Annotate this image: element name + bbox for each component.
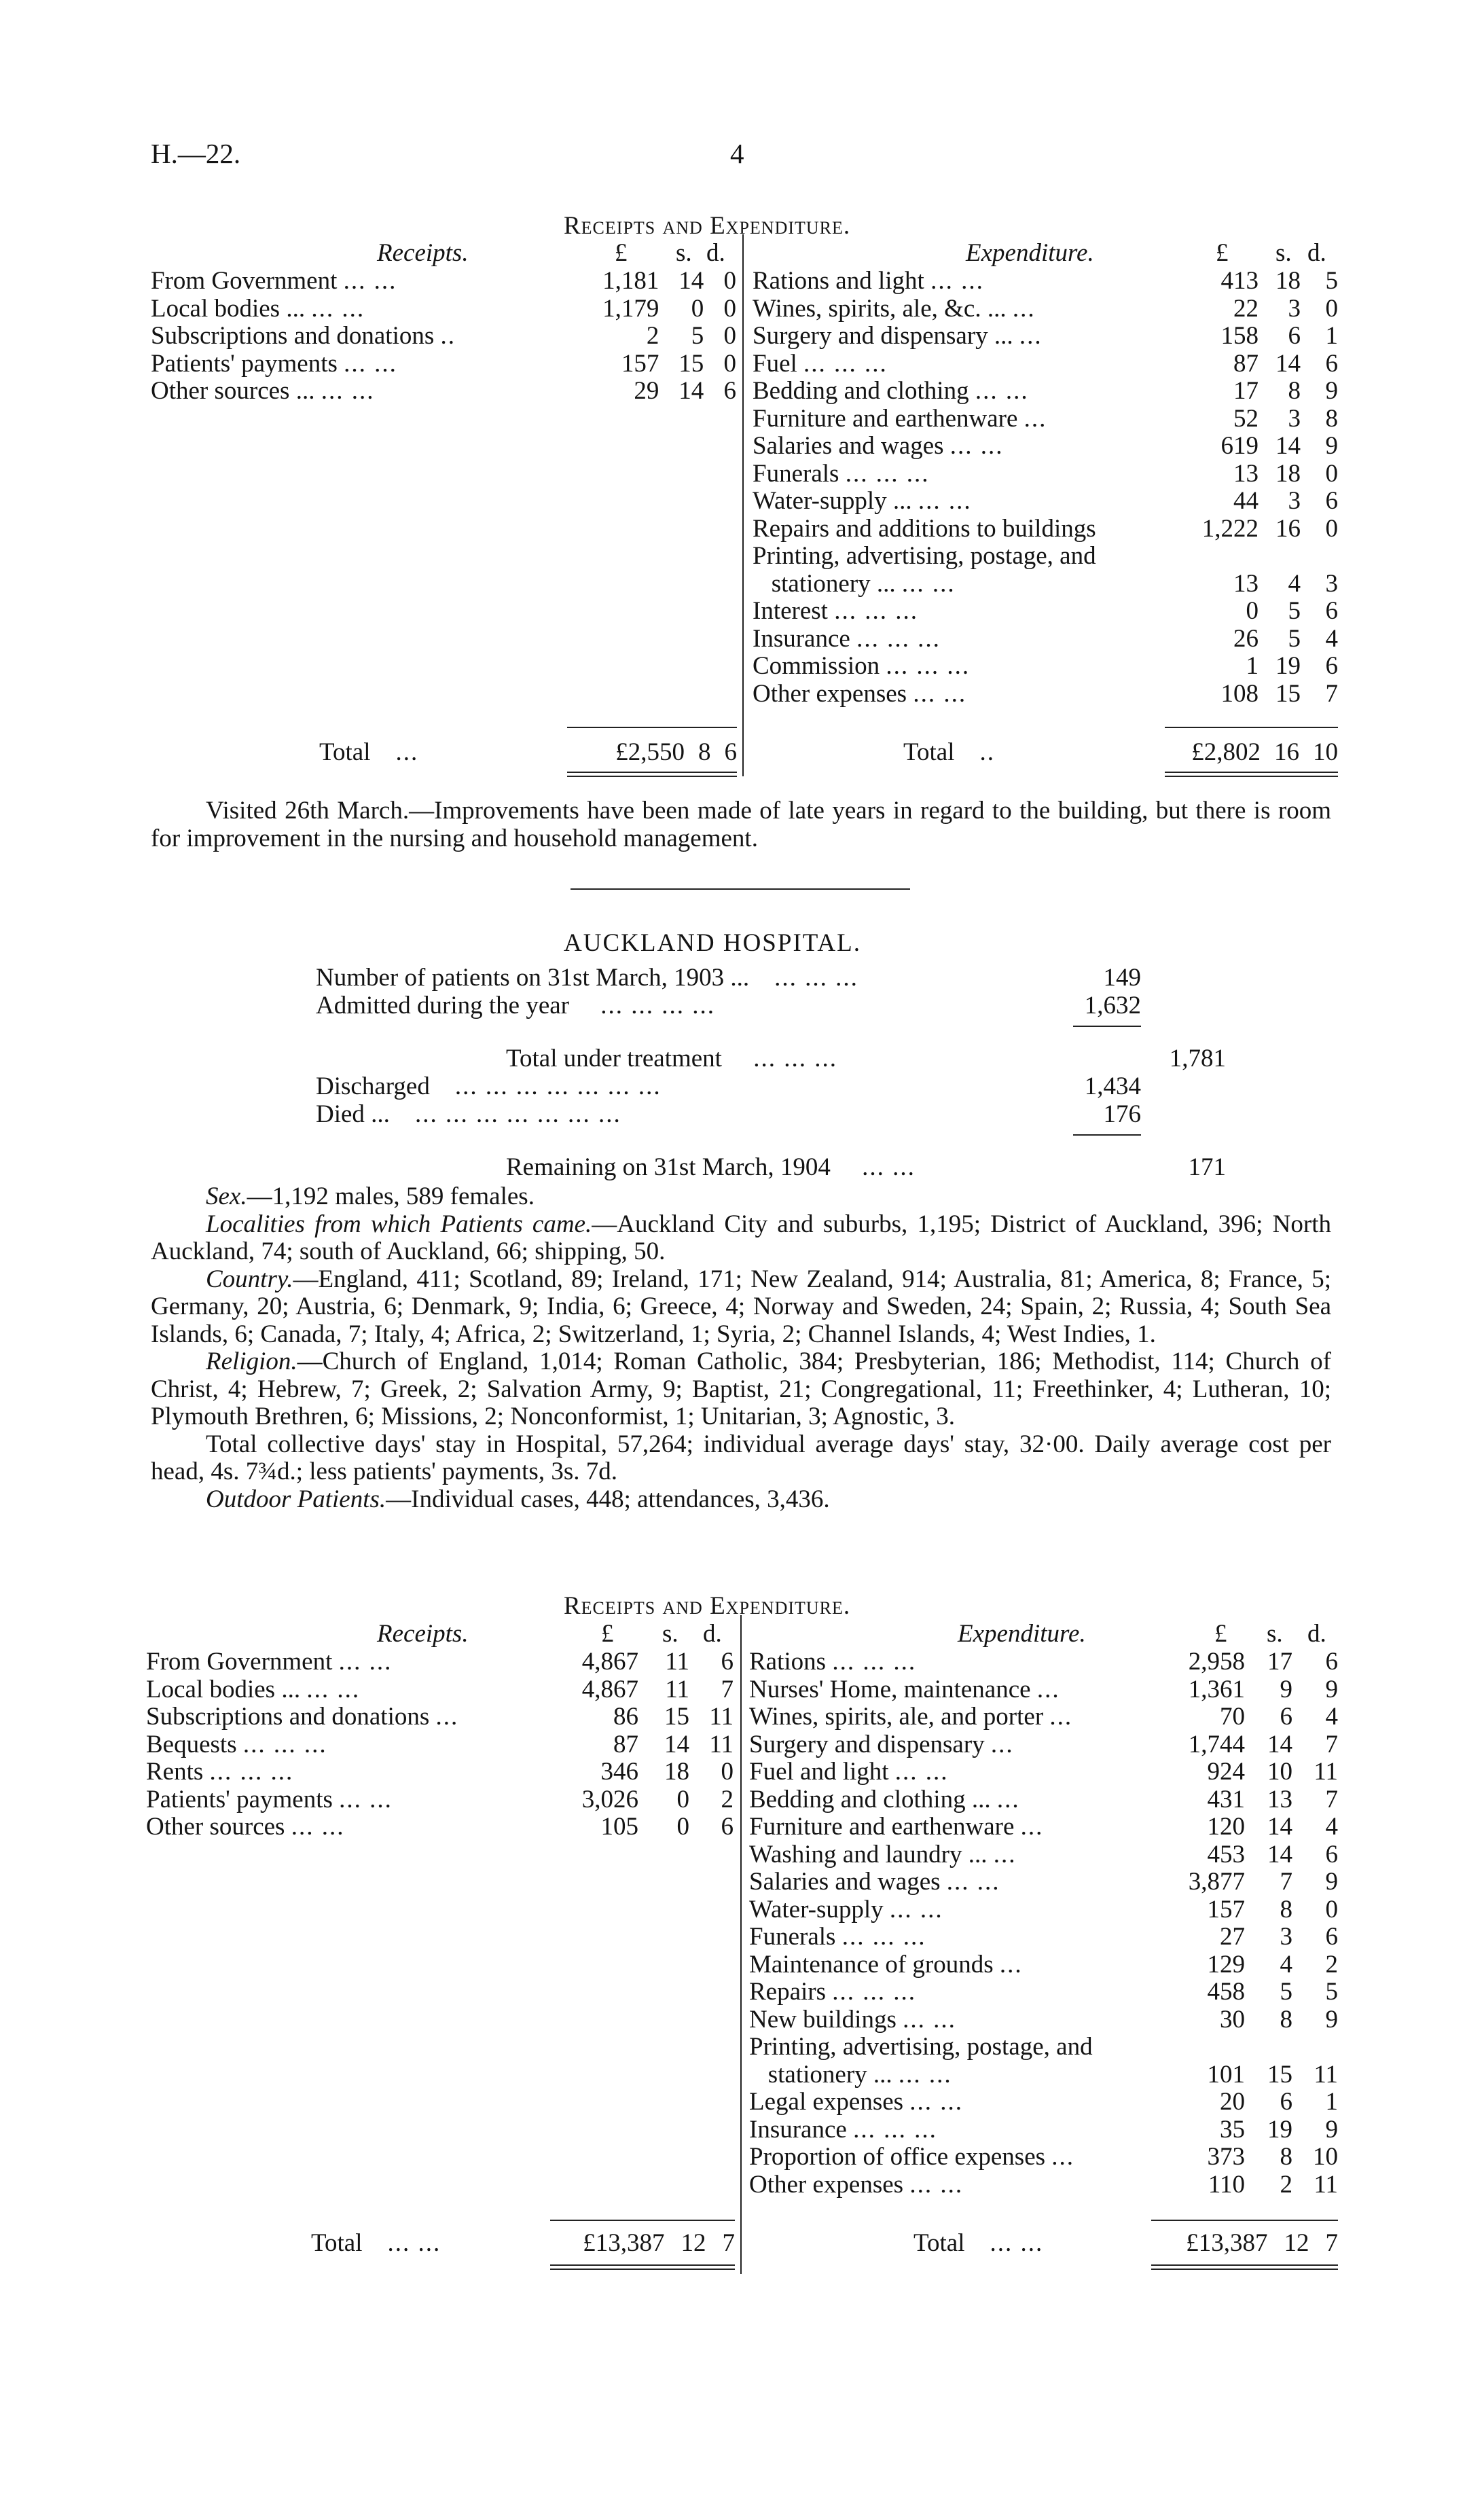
t1-col-shillings-exp: s. bbox=[1275, 239, 1292, 267]
t2-total-receipts-label: Total ... ... bbox=[311, 2229, 441, 2257]
table-row: Subscriptions and donations ... 86 15 11 bbox=[146, 1703, 734, 1731]
admitted-label: Admitted during the year ... ... ... ... bbox=[316, 992, 715, 1019]
patients-1903-value: 149 bbox=[1103, 964, 1141, 992]
sex-line: Sex.—1,192 males, 589 females. bbox=[206, 1182, 535, 1210]
table-row: Patients' payments ... ... 157 15 0 bbox=[151, 349, 736, 378]
table-row: Funerals ... ... ... 13 18 0 bbox=[753, 459, 1338, 488]
t2-col-pence: d. bbox=[703, 1620, 722, 1648]
t1-divider bbox=[742, 234, 744, 776]
t1-exp-double-rule bbox=[1165, 772, 1338, 777]
table-row: Local bodies ... ... ... 4,867 11 7 bbox=[146, 1675, 734, 1703]
t1-receipts-sum-rule bbox=[567, 727, 737, 728]
table-row: Subscriptions and donations .. 2 5 0 bbox=[151, 322, 736, 350]
table-row: Other sources ... ... 105 0 6 bbox=[146, 1813, 734, 1841]
t2-exp-sum-rule bbox=[1151, 2220, 1338, 2221]
t1-total-exp-label: Total .. bbox=[903, 738, 995, 766]
table-row: Wines, spirits, ale, &c. ... ... 22 3 0 bbox=[753, 294, 1338, 323]
died-value: 176 bbox=[1103, 1100, 1141, 1128]
outdoor-para: Outdoor Patients.—Individual cases, 448; attendances, 3,436. bbox=[206, 1485, 830, 1513]
t1-title: Receipts and Expenditure. bbox=[564, 212, 851, 240]
t1-col-pounds: £ bbox=[615, 239, 628, 267]
stay-para: Total collective days' stay in Hospital, 57,264; individual average days' stay, 32·00. Daily average cost per head, 4s. 7¾d.; less patients' payments, 3s. 7d. bbox=[151, 1430, 1331, 1485]
table-row: Other expenses ... ... 110 2 11 bbox=[749, 2170, 1338, 2199]
t2-expenditure-table bbox=[749, 1648, 1338, 2199]
table-row: Funerals ... ... ... 27 3 6 bbox=[749, 1923, 1338, 1951]
table-row: New buildings ... ... 30 8 9 bbox=[749, 2005, 1338, 2034]
table-row: Fuel and light ... ... 924 10 11 bbox=[749, 1758, 1338, 1786]
patients-1903-label: Number of patients on 31st March, 1903 ... ... ... ... bbox=[316, 964, 858, 992]
total-under-label: Total under treatment ... ... ... bbox=[506, 1045, 837, 1072]
t2-receipts-table bbox=[146, 1648, 734, 1841]
discharged-value: 1,434 bbox=[1084, 1072, 1141, 1100]
table-row: Interest ... ... ... 0 5 6 bbox=[753, 597, 1338, 625]
auckland-title: AUCKLAND HOSPITAL. bbox=[564, 929, 861, 957]
page-number: 4 bbox=[730, 138, 744, 169]
t2-exp-double-rule bbox=[1151, 2264, 1338, 2270]
total-under-value: 1,781 bbox=[1169, 1045, 1226, 1072]
t1-exp-sum-rule bbox=[1165, 727, 1338, 728]
t2-divider bbox=[740, 1615, 742, 2274]
admitted-sum-rule bbox=[1073, 1026, 1141, 1027]
t1-total-receipts-value: £2,550 8 6 bbox=[615, 738, 737, 766]
table-row: Bedding and clothing ... ... 431 13 7 bbox=[749, 1785, 1338, 1813]
t1-total-receipts-label: Total ... bbox=[319, 738, 419, 766]
table-row: Rations and light ... ... 413 18 5 bbox=[753, 267, 1338, 295]
table-row: Other expenses ... ... 108 15 7 bbox=[753, 679, 1338, 708]
t2-total-receipts-value: £13,387 12 7 bbox=[583, 2229, 735, 2257]
table-row: Furniture and earthenware ... 120 14 4 bbox=[749, 1813, 1338, 1841]
t1-col-pence: d. bbox=[706, 239, 725, 267]
table-row: Water-supply ... ... ... 44 3 6 bbox=[753, 487, 1338, 515]
t2-col-shillings-exp: s. bbox=[1267, 1620, 1283, 1648]
table-row: Repairs and additions to buildings 1,222 16 0 bbox=[753, 514, 1338, 543]
table-row: Salaries and wages ... ... 3,877 7 9 bbox=[749, 1868, 1338, 1896]
table-row: Legal expenses ... ... 20 6 1 bbox=[749, 2088, 1338, 2116]
table-row: Fuel ... ... ... 87 14 6 bbox=[753, 349, 1338, 378]
table-row: Rations ... ... ... 2,958 17 6 bbox=[749, 1648, 1338, 1676]
t2-total-exp-value: £13,387 12 7 bbox=[1186, 2229, 1338, 2257]
t2-receipts-double-rule bbox=[550, 2264, 735, 2270]
table-row: Printing, advertising, postage, and bbox=[749, 2033, 1093, 2061]
country-para: Country.—England, 411; Scotland, 89; Ireland, 171; New Zealand, 914; Australia, 81; America, 8; France, 5; Germany, 20; Austria, 6; Denmark, 9; India, 6; Greece, 4; Norway and Sweden, 24; Spain, 2; Russia, 4; South Sea Islands, 6; Canada, 7; Italy, 4; Africa, 2; Switzerland, 1; Syria, 2; Channel Islands, 4; West Indies, 1. bbox=[151, 1265, 1331, 1348]
admitted-value: 1,632 bbox=[1084, 992, 1141, 1019]
t2-exp-heading: Expenditure. bbox=[958, 1620, 1086, 1648]
auckland-details bbox=[151, 1183, 1331, 1513]
t2-title: Receipts and Expenditure. bbox=[564, 1592, 851, 1620]
remaining-label: Remaining on 31st March, 1904 ... ... bbox=[506, 1153, 916, 1181]
t2-receipts-heading: Receipts. bbox=[377, 1620, 469, 1648]
t2-total-exp-label: Total ... ... bbox=[913, 2229, 1044, 2257]
t2-col-pence-exp: d. bbox=[1307, 1620, 1326, 1648]
table-row: Insurance ... ... ... 26 5 4 bbox=[753, 624, 1338, 653]
table-row: Nurses' Home, maintenance ... 1,361 9 9 bbox=[749, 1675, 1338, 1703]
table-row: From Government ... ... 4,867 11 6 bbox=[146, 1648, 734, 1676]
table-row: Surgery and dispensary ... 1,744 14 7 bbox=[749, 1730, 1338, 1758]
t2-receipts-sum-rule bbox=[550, 2220, 735, 2221]
t2-col-pounds-exp: £ bbox=[1214, 1620, 1227, 1648]
t2-col-pounds: £ bbox=[601, 1620, 614, 1648]
table-row: Washing and laundry ... ... 453 14 6 bbox=[749, 1840, 1338, 1868]
table-row: Proportion of office expenses ... 373 8 10 bbox=[749, 2143, 1338, 2171]
table-row: Commission ... ... ... 1 19 6 bbox=[753, 652, 1338, 680]
table-row: Water-supply ... ... 157 8 0 bbox=[749, 1895, 1338, 1923]
table-row: Maintenance of grounds ... 129 4 2 bbox=[749, 1950, 1338, 1979]
t1-exp-heading: Expenditure. bbox=[966, 239, 1094, 267]
table-row: Bedding and clothing ... ... 17 8 9 bbox=[753, 377, 1338, 405]
died-sum-rule bbox=[1073, 1134, 1141, 1136]
remaining-value: 171 bbox=[1188, 1153, 1226, 1181]
t1-col-shillings: s. bbox=[676, 239, 692, 267]
table-row: stationery ... ... ... 13 4 3 bbox=[753, 569, 1338, 598]
t1-receipts-double-rule bbox=[567, 772, 737, 777]
died-label: Died ... ... ... ... ... ... ... ... bbox=[316, 1100, 621, 1128]
discharged-label: Discharged ... ... ... ... ... ... ... bbox=[316, 1072, 662, 1100]
visit-note: Visited 26th March.—Improvements have been made of late years in regard to the building, but there is room for improvement in the nursing and household management. bbox=[151, 797, 1331, 852]
table-row: Local bodies ... ... ... 1,179 0 0 bbox=[151, 294, 736, 323]
table-row: Repairs ... ... ... 458 5 5 bbox=[749, 1978, 1338, 2006]
table-row: Furniture and earthenware ... 52 3 8 bbox=[753, 404, 1338, 433]
t1-col-pounds-exp: £ bbox=[1216, 239, 1229, 267]
table-row: Bequests ... ... ... 87 14 11 bbox=[146, 1730, 734, 1758]
t1-expenditure-table bbox=[753, 268, 1338, 708]
table-row: stationery ... ... ... 101 15 11 bbox=[749, 2060, 1338, 2089]
page-ref: H.—22. bbox=[151, 138, 241, 169]
localities-para: Localities from which Patients came.—Auckland City and suburbs, 1,195; District of Auckland, 396; North Auckland, 74; south of Auckland, 66; shipping, 50. bbox=[151, 1210, 1331, 1265]
table-row: Insurance ... ... ... 35 19 9 bbox=[749, 2115, 1338, 2144]
section-separator bbox=[571, 888, 910, 890]
table-row: Rents ... ... ... 346 18 0 bbox=[146, 1758, 734, 1786]
table-row: Wines, spirits, ale, and porter ... 70 6 4 bbox=[749, 1703, 1338, 1731]
table-row: Printing, advertising, postage, and bbox=[753, 542, 1096, 570]
table-row: Other sources ... ... ... 29 14 6 bbox=[151, 377, 736, 405]
religion-para: Religion.—Church of England, 1,014; Roman Catholic, 384; Presbyterian, 186; Methodist, 114; Church of Christ, 4; Hebrew, 7; Greek, 2; Salvation Army, 9; Baptist, 21; Congregational, 11; Freethinker, 4; Lutheran, 10; Plymouth Brethren, 6; Missions, 2; Nonconformist, 1; Unitarian, 3; Agnostic, 3. bbox=[151, 1348, 1331, 1430]
table-row: Surgery and dispensary ... ... 158 6 1 bbox=[753, 322, 1338, 350]
t1-col-pence-exp: d. bbox=[1307, 239, 1326, 267]
t1-receipts-heading: Receipts. bbox=[377, 239, 469, 267]
table-row: From Government ... ... 1,181 14 0 bbox=[151, 267, 736, 295]
t1-total-exp-value: £2,802 16 10 bbox=[1191, 738, 1338, 766]
table-row: Patients' payments ... ... 3,026 0 2 bbox=[146, 1785, 734, 1813]
t1-receipts-table bbox=[151, 268, 736, 405]
t2-col-shillings: s. bbox=[662, 1620, 678, 1648]
table-row: Salaries and wages ... ... 619 14 9 bbox=[753, 432, 1338, 460]
